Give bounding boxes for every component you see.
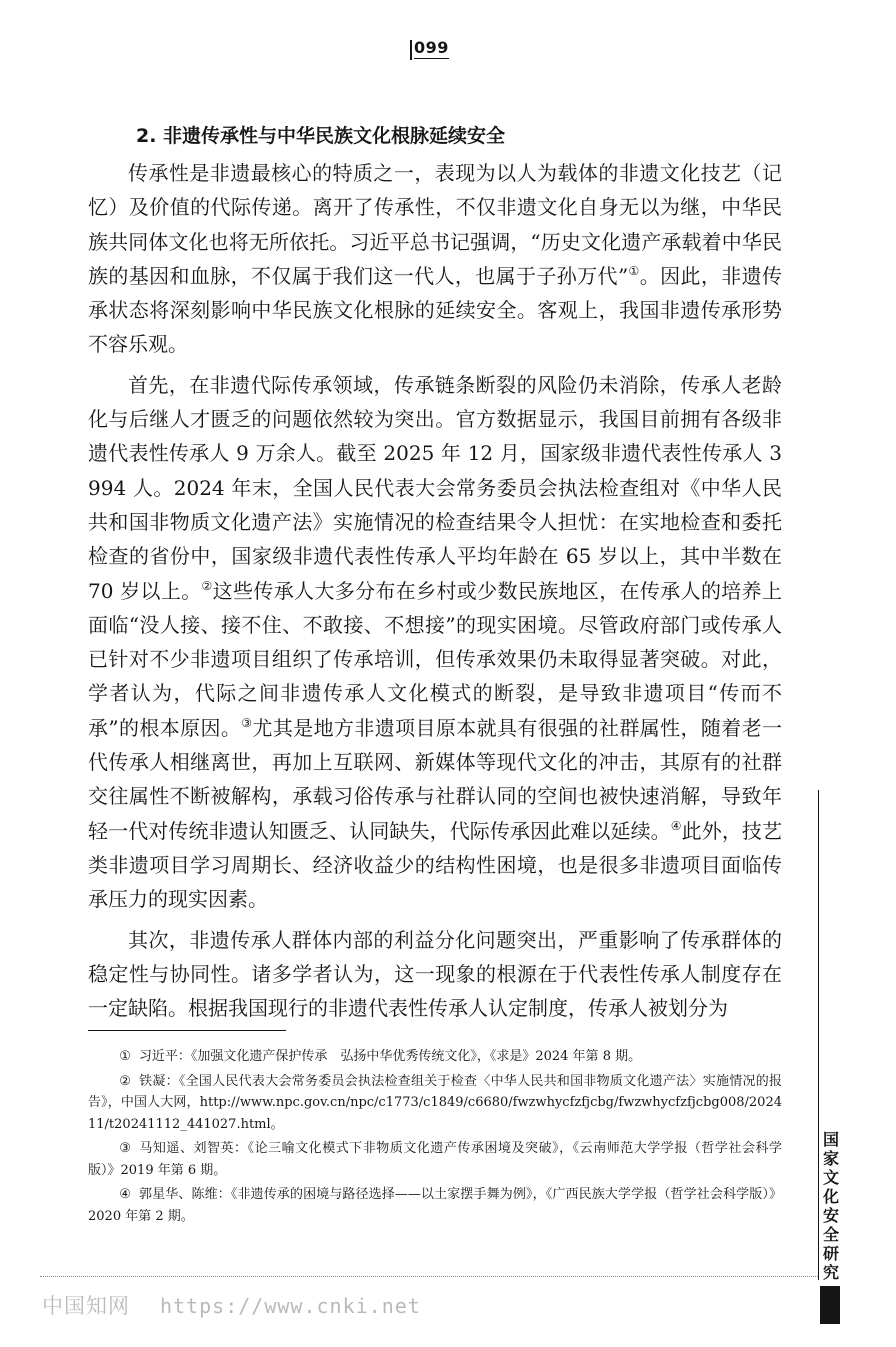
paragraph: [88, 156, 782, 362]
footnote-ref[interactable]: ③: [241, 715, 253, 730]
tab-char: 安: [822, 1206, 839, 1225]
paragraph-text: 首先，在非遗代际传承领域，传承链条断裂的风险仍未消除，传承人老龄化与后继人才匮乏的问题依然较为突出。官方数据显示，我国目前拥有各级非遗代表性传承人 9 万余人。截至 2025 年 12 月，国家级非遗代表性传承人 3 994 人。2024 年末，全国人民代表大会常务委员会执法检查组对《中华人民共和国非物质文化遗产法》实施情况的检查结果令人担忧：在实地检查和委托检查的省份中，国家级非遗代表性传承人平均年龄在 65 岁以上，其中半数在 70 岁以上。: [88, 372, 782, 603]
journal-title-vertical: [820, 1130, 842, 1282]
paragraph-text: 。因此，非遗传承状态将深刻影响中华民族文化根脉的延续安全。客观上，我国非遗传承形势不容乐观。: [88, 263, 782, 357]
margin-rule: [818, 790, 819, 1280]
watermark-brand: 中国知网: [42, 1294, 130, 1318]
tab-char: 文: [822, 1168, 839, 1187]
footnotes: [88, 1046, 782, 1230]
page-number-marker: [410, 40, 412, 60]
footnote: [88, 1071, 782, 1136]
footnote-divider: [88, 1030, 286, 1031]
paragraph-text: 尤其是地方非遗项目原本就具有很强的社群属性，随着老一代传承人相继离世，再加上互联网、新媒体等现代文化的冲击，其原有的社群交往属性不断被解构，承载习俗传承与社群认同的空间也被快速消解，导致年轻一代对传统非遗认知匮乏、认同缺失，代际传承因此难以延续。: [88, 715, 782, 843]
footnote-ref[interactable]: ②: [201, 578, 213, 593]
bottom-dotted-rule: [40, 1276, 818, 1277]
tab-char: 研: [822, 1244, 839, 1263]
footnote-marker: ③: [119, 1141, 132, 1156]
section-mark-block: [820, 1286, 840, 1324]
paragraph-text: 传承性是非遗最核心的特质之一，表现为以人为载体的非遗文化技艺（记忆）及价值的代际传递。离开了传承性，不仅非遗文化自身无以为继，中华民族共同体文化也将无所依托。习近平总书记强调，“历史文化遗产承载着中华民族的基因和血脉，不仅属于我们这一代人，也属于子孙万代”: [88, 161, 782, 288]
paragraph: [88, 923, 782, 1026]
footnote-marker: ①: [119, 1049, 131, 1064]
paragraph-text: 此外，技艺类非遗项目学习周期长、经济收益少的结构性困境，也是很多非遗项目面临传承压力的现实因素。: [88, 818, 783, 912]
tab-char: 究: [822, 1263, 839, 1282]
footnote: [88, 1046, 782, 1068]
footnote-marker: ④: [119, 1187, 131, 1202]
body-text: [88, 156, 782, 1031]
footnote: [88, 1184, 782, 1227]
footnote-marker: ②: [119, 1073, 132, 1089]
paragraph: [88, 368, 782, 917]
footnote-text: 铁凝：《全国人民代表大会常务委员会执法检查组关于检查〈中华人民共和国非物质文化遗产法〉实施情况的报告》，中国人大网，http://www.npc.gov.cn/npc/c1773/c1849/c6680/fwzwhycfzfjcbg/fwzwhycfzfjcbg008/202411/t20241112_441027.html。: [88, 1073, 782, 1132]
tab-char: 化: [822, 1187, 839, 1206]
journal-side-tab: [820, 1130, 842, 1324]
paragraph-text: 其次，非遗传承人群体内部的利益分化问题突出，严重影响了传承群体的稳定性与协同性。诸多学者认为，这一现象的根源在于代表性传承人制度存在一定缺陷。根据我国现行的非遗代表性传承人认定制度，传承人被划分为: [88, 927, 782, 1021]
footnote-ref[interactable]: ①: [628, 263, 640, 278]
footnote-text: 马知遥、刘智英：《论三喻文化模式下非物质文化遗产传承困境及突破》，《云南师范大学学报（哲学社会科学版）》2019 年第 6 期。: [88, 1141, 782, 1178]
tab-char: 国: [822, 1130, 839, 1149]
paragraph-text: 这些传承人大多分布在乡村或少数民族地区，在传承人的培养上面临“没人接、接不住、不敢接、不想接”的现实困境。尽管政府部门或传承人已针对不少非遗项目组织了传承培训，但传承效果仍未取得显著突破。对此，学者认为，代际之间非遗传承人文化模式的断裂，是导致非遗项目“传而不承”的根本原因。: [88, 578, 783, 740]
page-number: 099: [414, 38, 449, 57]
footnote-ref[interactable]: ④: [670, 818, 682, 833]
section-heading: 2. 非遗传承性与中华民族文化根脉延续安全: [136, 125, 506, 147]
cnki-watermark: [42, 1290, 421, 1320]
tab-char: 家: [822, 1149, 839, 1168]
footnote: [88, 1138, 782, 1181]
watermark-url: https://www.cnki.net: [160, 1294, 421, 1318]
footnote-text: 郭星华、陈维：《非遗传承的困境与路径选择——以土家摆手舞为例》，《广西民族大学学报（哲学社会科学版）》2020 年第 2 期。: [88, 1187, 782, 1224]
footnote-text: 习近平：《加强文化遗产保护传承 弘扬中华优秀传统文化》，《求是》2024 年第 8 期。: [138, 1049, 642, 1064]
tab-char: 全: [822, 1225, 839, 1244]
